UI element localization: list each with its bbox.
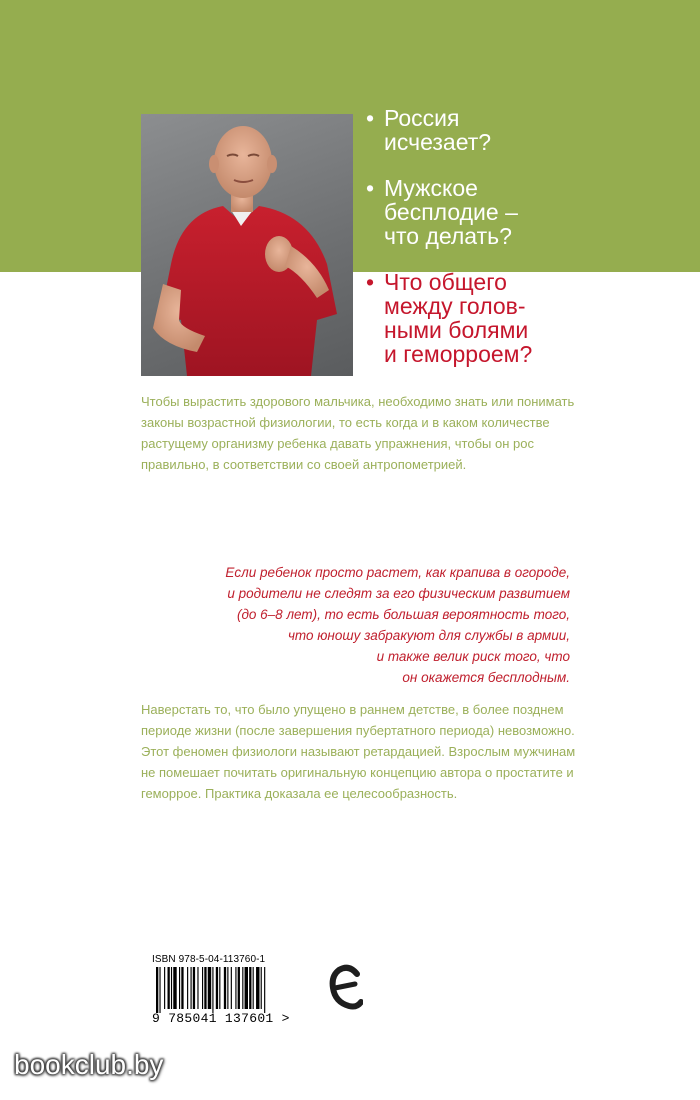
barcode-bar [208, 967, 211, 1009]
isbn-barcode [152, 954, 304, 1028]
barcode-bar [231, 967, 232, 1009]
barcode-bar [242, 967, 243, 1009]
bullet-text: Что общего между голов- ными болями и геморроем? [384, 269, 533, 367]
quote-line: он окажется бесплодным. [402, 670, 570, 685]
closing-paragraph: Наверстать то, что было упущено в раннем детстве, в более позднем периоде жизни (после завершения пубертатного периода) невозможно. Этот феномен физиологи называют ретардацией. Взрослым мужчинам не помешает почитать оригинальную концепцию автора о простатите и геморрое. Практика доказала ее целесообразность. [141, 702, 576, 801]
quote-block [150, 562, 570, 688]
barcode-bar [249, 967, 251, 1009]
barcode-bar [227, 967, 228, 1009]
bullet-dot-icon: • [366, 175, 375, 201]
barcode-bar [171, 967, 172, 1009]
barcode-bar [245, 967, 248, 1009]
barcode-bar [164, 967, 165, 1009]
barcode-bar [216, 967, 218, 1009]
barcode-bar [159, 967, 160, 1013]
barcode-bar [219, 967, 220, 1009]
quote-line: и также велик риск того, что [376, 649, 570, 664]
publisher-logo-graphic [329, 960, 363, 1012]
quote-line: что юношу забракуют для службы в армии, [287, 628, 570, 643]
barcode-bar [197, 967, 198, 1009]
barcode-bar [168, 967, 170, 1009]
barcode-graphic [156, 967, 298, 1013]
bullet-dot-icon: • [366, 269, 375, 295]
barcode-bar [238, 967, 240, 1009]
barcode-bar [181, 967, 183, 1009]
barcode-bar [202, 967, 203, 1009]
author-photo [141, 114, 353, 376]
quote-line: (до 6–8 лет), то есть большая вероятность того, [236, 607, 570, 622]
barcode-bar [187, 967, 188, 1009]
barcode-bar [264, 967, 265, 1013]
isbn-number: ISBN 978-5-04-113760-1 [152, 954, 266, 965]
quote-line: и родители не следят за его физическим развитием [227, 586, 570, 601]
intro-paragraph: Чтобы вырастить здорового мальчика, необходимо знать или понимать законы возрастной физиологии, то есть когда и в каком количестве растущему организму ребенка давать упражнения, чтобы он рос правильно, в соответствии со своей антропометрией. [141, 394, 575, 472]
cover-bullet-list [366, 106, 686, 388]
watermark-text: bookclub.by [14, 1049, 164, 1080]
barcode-bar [156, 967, 158, 1013]
bullet-text: Мужское бесплодие – что делать? [384, 175, 518, 249]
barcode-bar [179, 967, 180, 1009]
barcode-bars [156, 967, 298, 1013]
barcode-bar [173, 967, 176, 1009]
barcode-bar [212, 967, 213, 1013]
barcode-digits: 9 785041 137601 > [152, 1011, 290, 1026]
bullet-text: Россия исчезает? [384, 105, 492, 155]
barcode-bar [191, 967, 192, 1009]
barcode-bar [261, 967, 262, 1009]
barcode-bar [204, 967, 206, 1009]
barcode-bar [256, 967, 259, 1009]
bullet-item-1 [366, 106, 686, 154]
bullet-item-3 [366, 270, 686, 366]
barcode-bar [253, 967, 254, 1009]
quote-line: Если ребенок просто растет, как крапива в огороде, [225, 565, 570, 580]
eksmo-logo-icon [329, 960, 363, 1012]
bullet-item-2 [366, 176, 686, 248]
author-portrait-illustration [141, 114, 353, 376]
barcode-bar [193, 967, 195, 1009]
bullet-dot-icon: • [366, 105, 375, 131]
barcode-bar [235, 967, 236, 1009]
barcode-bar [224, 967, 226, 1009]
